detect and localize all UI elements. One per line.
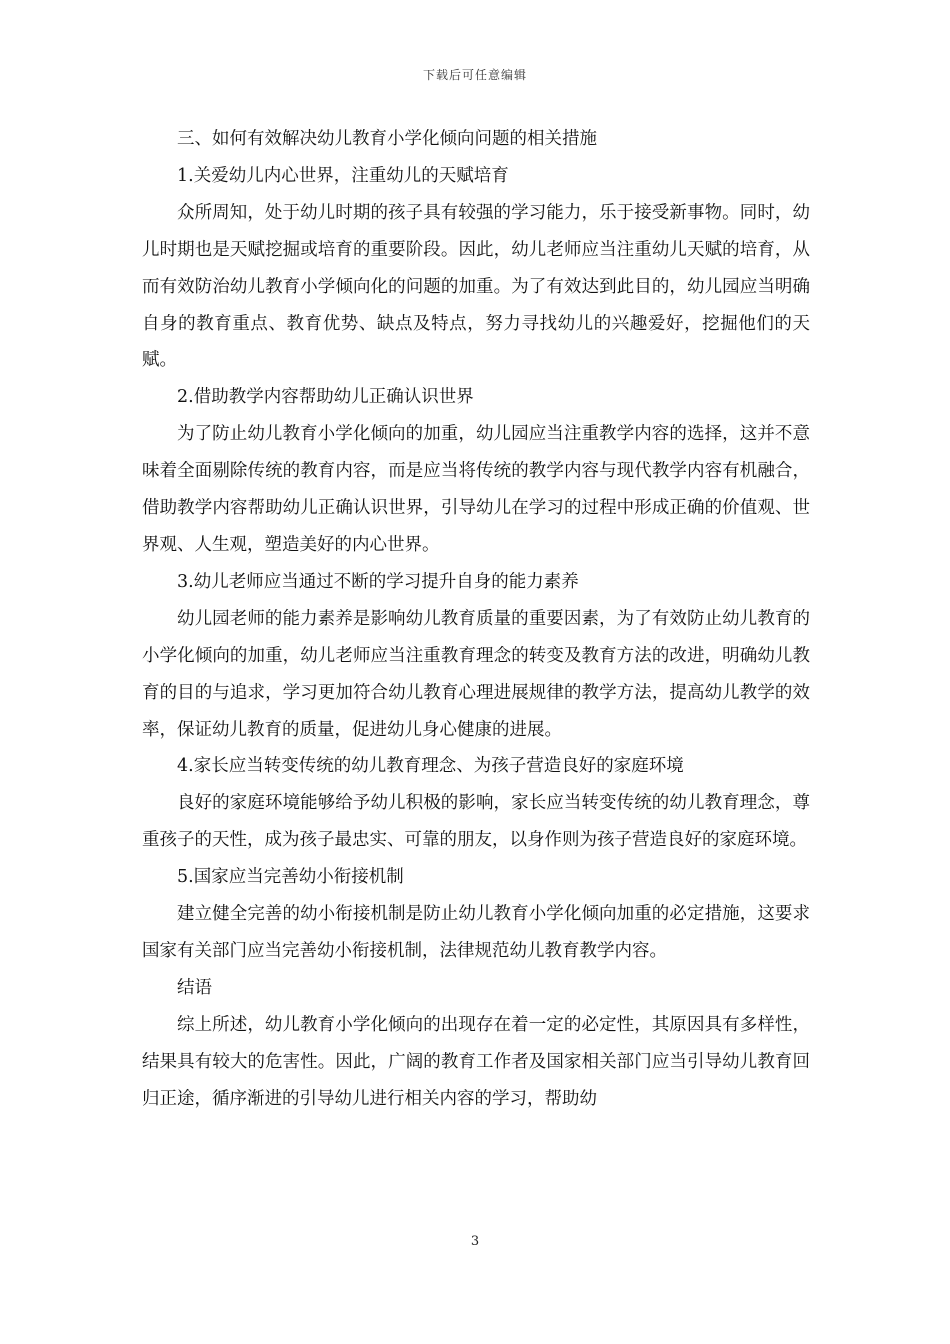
subheading-5: 5.国家应当完善幼小衔接机制 xyxy=(177,867,404,888)
body-paragraph-2: 为了防止幼儿教育小学化倾向的加重，幼儿园应当注重教学内容的选择，这并不意味着全面剔除传统的教育内容，而是应当将传统的教学内容与现代教学内容有机融合，借助教学内容帮助幼儿正确认识世界，引导幼儿在学习的过程中形成正确的价值观、世界观、人生观，塑造美好的内心世界。 xyxy=(142,424,810,555)
body-paragraph-5: 建立健全完善的幼小衔接机制是防止幼儿教育小学化倾向加重的必定措施，这要求国家有关部门应当完善幼小衔接机制，法律规范幼儿教育教学内容。 xyxy=(142,904,810,961)
section-heading: 三、如何有效解决幼儿教育小学化倾向问题的相关措施 xyxy=(177,129,597,149)
body-paragraph-1: 众所周知，处于幼儿时期的孩子具有较强的学习能力，乐于接受新事物。同时，幼儿时期也是天赋挖掘或培育的重要阶段。因此，幼儿老师应当注重幼儿天赋的培育，从而有效防治幼儿教育小学倾向化的问题的加重。为了有效达到此目的，幼儿园应当明确自身的教育重点、教育优势、缺点及特点，努力寻找幼儿的兴趣爱好，挖掘他们的天赋。 xyxy=(142,202,810,371)
body-paragraph-4: 良好的家庭环境能够给予幼儿积极的影响，家长应当转变传统的幼儿教育理念，尊重孩子的天性，成为孩子最忠实、可靠的朋友，以身作则为孩子营造良好的家庭环境。 xyxy=(142,793,810,851)
subheading-4: 4.家长应当转变传统的幼儿教育理念、为孩子营造良好的家庭环境 xyxy=(177,756,684,777)
body-paragraph-3: 幼儿园老师的能力素养是影响幼儿教育质量的重要因素，为了有效防止幼儿教育的小学化倾向的加重，幼儿老师应当注重教育理念的转变及教育方法的改进，明确幼儿教育的目的与追求，学习更加符合幼儿教育心理进展规律的教学方法，提高幼儿教学的效率，保证幼儿教育的质量，促进幼儿身心健康的进展。 xyxy=(142,608,810,740)
conclusion-paragraph: 综上所述，幼儿教育小学化倾向的出现存在着一定的必定性，其原因具有多样性，结果具有较大的危害性。因此，广阔的教育工作者及国家相关部门应当引导幼儿教育回归正途，循序渐进的引导幼儿进行相关内容的学习，帮助幼 xyxy=(142,1014,810,1109)
subheading-3: 3.幼儿老师应当通过不断的学习提升自身的能力素养 xyxy=(177,571,579,592)
conclusion-heading: 结语 xyxy=(177,977,212,998)
subheading-1: 1.关爱幼儿内心世界，注重幼儿的天赋培育 xyxy=(177,165,509,186)
document-body xyxy=(142,121,810,1117)
page-header: 下载后可任意编辑 xyxy=(422,68,527,82)
subheading-2: 2.借助教学内容帮助幼儿正确认识世界 xyxy=(177,387,474,408)
page-number: 3 xyxy=(470,1234,480,1249)
